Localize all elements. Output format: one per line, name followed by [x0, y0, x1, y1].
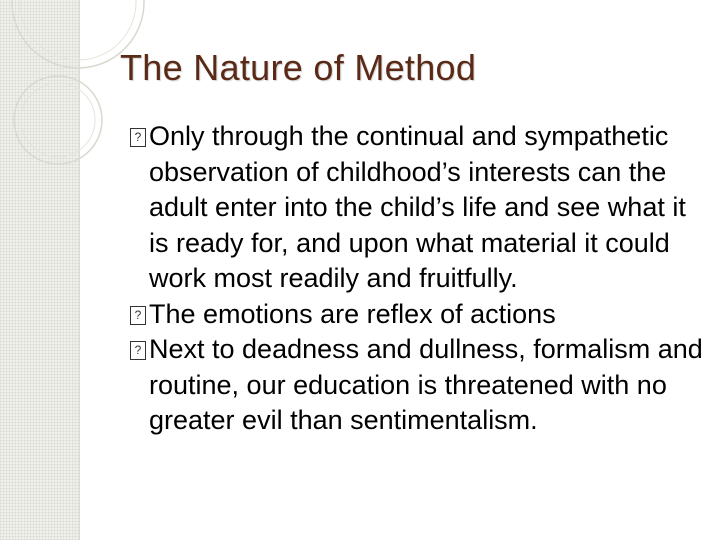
bullet-text: Next to deadness and dullness, formalism and routine, our education is threatened with no greater evil than sentimentalism. [149, 334, 703, 435]
bullet-item [130, 119, 710, 297]
missing-glyph-box-icon: ? [130, 128, 146, 147]
bullet-list [130, 119, 710, 439]
bullet-item [130, 297, 710, 333]
bullet-text: The emotions are reflex of actions [149, 298, 556, 329]
slide-title: The Nature of Method [120, 47, 477, 88]
missing-glyph-box-icon: ? [130, 341, 146, 360]
missing-glyph-box-icon: ? [130, 306, 146, 325]
bullet-text: Only through the continual and sympathetic observation of childhood’s interests can the adult enter into the child’s life and see what it is ready for, and upon what material it could work most readily and fruitfully. [149, 121, 686, 293]
bullet-item [130, 332, 710, 439]
